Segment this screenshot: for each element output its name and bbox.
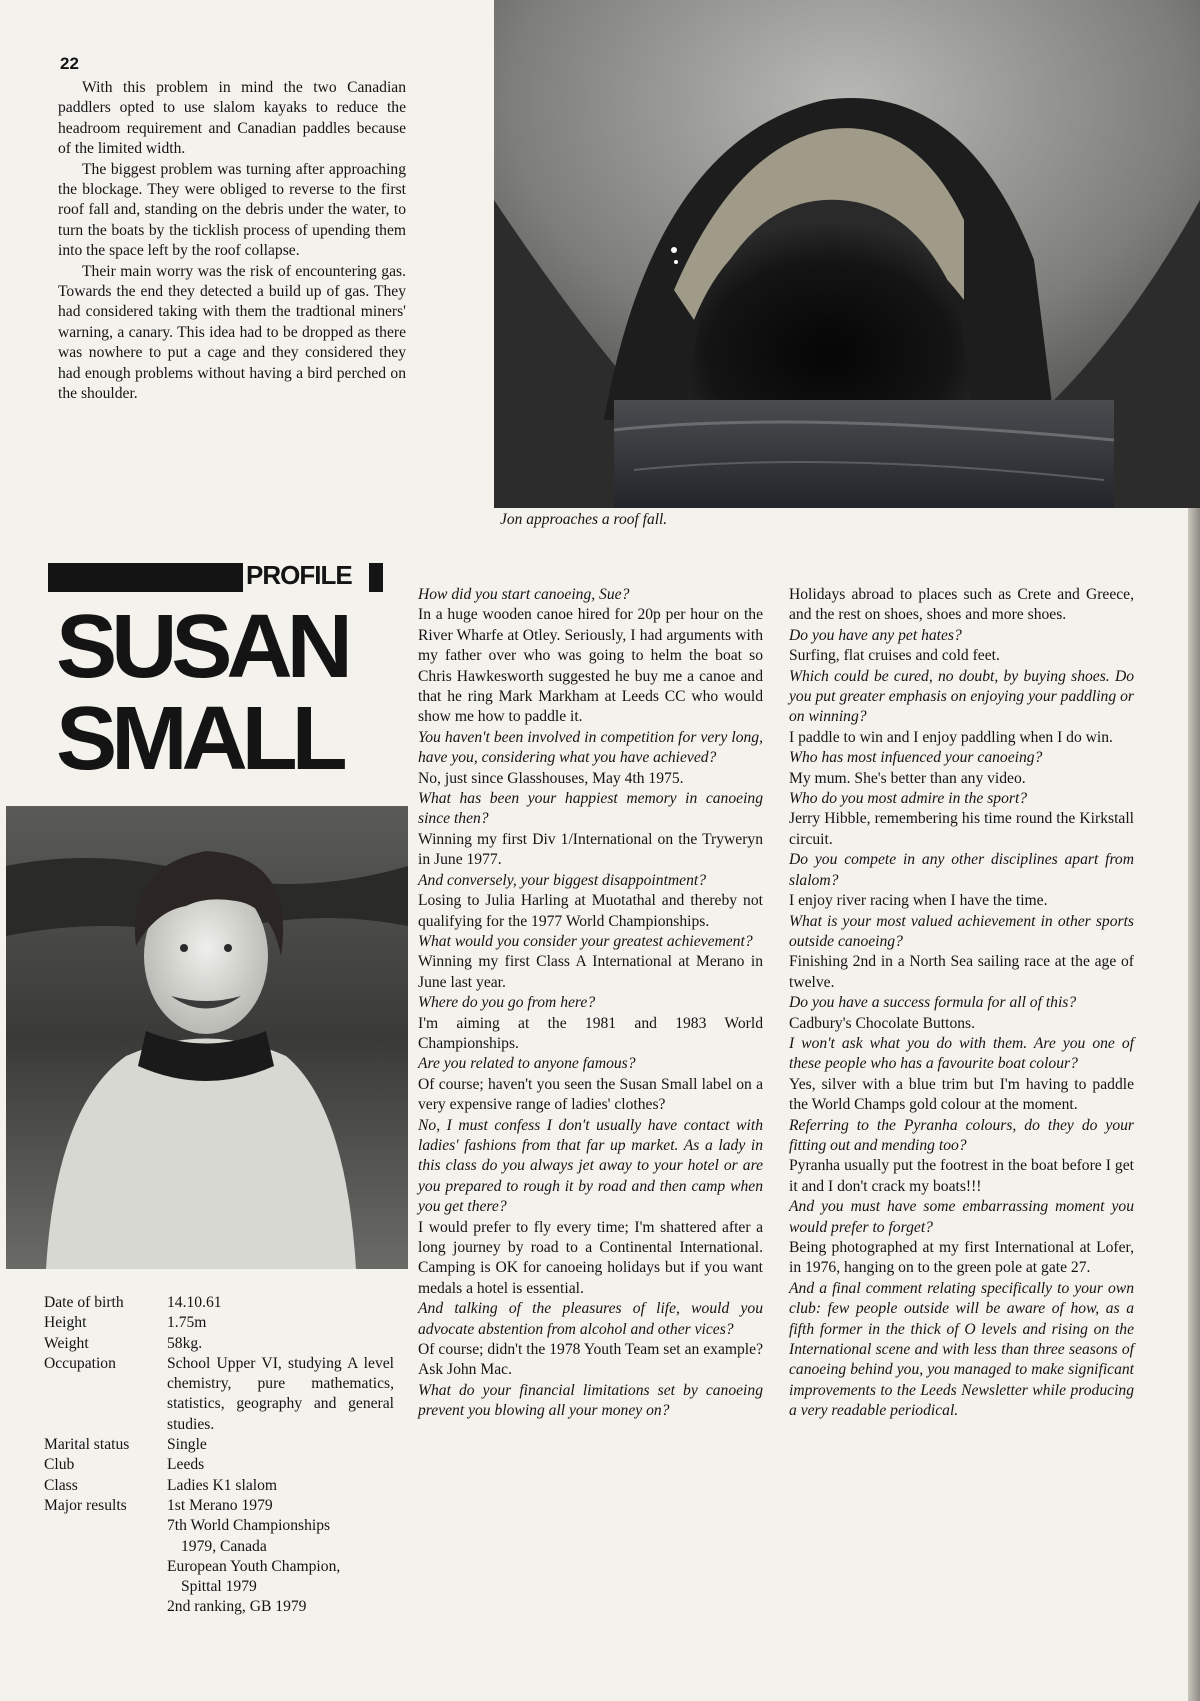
stat-value: 14.10.61 (167, 1294, 222, 1311)
interview-answer: No, just since Glasshouses, May 4th 1975. (418, 769, 684, 787)
result-line: 1st Merano 1979 (167, 1496, 273, 1514)
interview-question: How did you start canoeing, Sue? (418, 586, 630, 603)
interview-answer: Yes, silver with a blue trim but I'm having to paddle the World Champs gold colour at the moment. (789, 1075, 1134, 1114)
stat-row-results (44, 1496, 394, 1618)
interview-answer: I'm aiming at the 1981 and 1983 World Championships. (418, 1014, 763, 1052)
interview-question: What do your financial limitations set by canoeing prevent you blowing all your money on? (418, 1381, 763, 1420)
intro-paragraph: The biggest problem was turning after approaching the blockage. They were obliged to reverse to the first roof fall and, standing on the debris under the water, to turn the boats by the ticklish process of upending them into the space left by the roof collapse. (58, 160, 406, 260)
interview-question: What has been your happiest memory in canoeing since then? (418, 790, 763, 828)
interview-question: Who do you most admire in the sport? (789, 790, 1028, 808)
stat-value (167, 1496, 394, 1618)
headline-first-name: SUSAN (56, 597, 347, 697)
interview-answer: Winning my first Class A International at Merano in June last year. (418, 953, 763, 991)
interview-question: Where do you go from here? (418, 994, 596, 1012)
interview-question: Are you related to anyone famous? (418, 1055, 636, 1073)
profile-stats (44, 1293, 394, 1618)
stat-value: 1.75m (167, 1314, 207, 1332)
stat-key: Major results (44, 1496, 127, 1514)
interview-question: Do you compete in any other disciplines apart from slalom? (789, 851, 1134, 889)
interview-answer: My mum. She's better than any video. (789, 769, 1026, 787)
stat-row-class (44, 1476, 394, 1496)
result-line: 1979, Canada (181, 1537, 267, 1555)
result-line: European Youth Champion, (167, 1557, 341, 1575)
result-line: 7th World Championships (167, 1517, 331, 1535)
portrait-photo (6, 806, 408, 1269)
stat-row-dob (44, 1293, 394, 1313)
interview-question: Who has most infuenced your canoeing? (789, 749, 1043, 767)
stat-key: Class (44, 1476, 78, 1494)
interview-answer: I paddle to win and I enjoy paddling when I do win. (789, 728, 1113, 746)
stat-value: Ladies K1 slalom (167, 1476, 278, 1494)
interview-answer: Pyranha usually put the footrest in the boat before I get it and I don't crack my boats!!! (789, 1157, 1134, 1195)
profile-bar (48, 563, 243, 592)
stat-row-occupation (44, 1354, 394, 1435)
stat-key: Marital status (44, 1436, 130, 1454)
interview-question: Do you have any pet hates? (789, 626, 962, 644)
interview-answer: Finishing 2nd in a North Sea sailing race at the age of twelve. (789, 953, 1134, 991)
tunnel-photo (494, 0, 1200, 508)
stat-value: School Upper VI, studying A level chemistry, pure mathematics, statistics, geography and general studies. (167, 1354, 394, 1433)
interview-answer: I enjoy river racing when I have the time. (789, 892, 1048, 910)
interview-answer: Being photographed at my first International at Lofer, in 1976, hanging on to the green pole at gate 27. (789, 1239, 1134, 1277)
intro-paragraph: Their main worry was the risk of encountering gas. Towards the end they detected a build up of gas. They had considered taking with them the tradtional miners' warning, a canary. This idea had to be dropped as there was nowhere to put a cage and they considered they had enough problems without having a bird perched on the shoulder. (58, 262, 406, 403)
interview-question: And conversely, your biggest disappointment? (418, 871, 707, 889)
stat-row-club (44, 1455, 394, 1475)
result-line: Spittal 1979 (181, 1578, 257, 1596)
interview-column-2 (418, 585, 763, 1422)
interview-question: And talking of the pleasures of life, would you advocate abstention from alcohol and other vices? (418, 1300, 763, 1338)
interview-question: Do you have a success formula for all of this? (789, 994, 1077, 1012)
interview-question: And you must have some embarrassing moment you would prefer to forget? (789, 1198, 1134, 1236)
interview-answer: Jerry Hibble, remembering his time round the Kirkstall circuit. (789, 810, 1134, 848)
intro-paragraph: With this problem in mind the two Canadian paddlers opted to use slalom kayaks to reduce the headroom requirement and Canadian paddles because of the limited width. (58, 79, 406, 158)
interview-answer: Of course; haven't you seen the Susan Small label on a very expensive range of ladies' clothes? (418, 1075, 763, 1114)
stat-key: Height (44, 1314, 87, 1332)
interview-question: Referring to the Pyranha colours, do they do your fitting out and mending too? (789, 1116, 1134, 1154)
interview-question: No, I must confess I don't usually have contact with ladies' fashions from that far up market. As a lady in this class do you always jet away to your hotel or are you prepared to rough it by road and then camp when you get there? (418, 1116, 763, 1216)
stat-key: Weight (44, 1334, 89, 1352)
profile-end-bar (369, 563, 383, 592)
interview-answer: I would prefer to fly every time; I'm shattered after a long journey by road to a Continental International. Camping is OK for canoeing holidays but if you want medals a hotel is essential. (418, 1218, 763, 1297)
interview-question: What would you consider your greatest achievement? (418, 932, 753, 950)
stat-row-height (44, 1313, 394, 1333)
stat-value: 58kg. (167, 1334, 203, 1352)
interview-answer: Losing to Julia Harling at Muotathal and thereby not qualifying for the 1977 World Championships. (418, 892, 763, 930)
page-number: 22 (60, 54, 79, 73)
stat-value: Single (167, 1436, 207, 1454)
interview-question: I won't ask what you do with them. Are you one of these people who has a favourite boat colour? (789, 1034, 1134, 1073)
result-line: 2nd ranking, GB 1979 (167, 1598, 307, 1616)
stat-key: Date of birth (44, 1294, 124, 1311)
headline-last-name: SMALL (56, 689, 342, 789)
stat-value: Leeds (167, 1456, 205, 1474)
profile-label: PROFILE (246, 560, 352, 590)
stat-key: Occupation (44, 1354, 116, 1372)
tunnel-photo-caption: Jon approaches a roof fall. (500, 511, 668, 528)
intro-text (58, 78, 406, 405)
interview-question: And a final comment relating specifically to your own club: few people outside will be aware of how, as a fifth former in the thick of O levels and rising on the International scene and with less than three seasons of canoeing behind you, you managed to make significant improvements to the Leeds Newsletter while producing a very readable periodical. (789, 1279, 1134, 1420)
interview-answer: Surfing, flat cruises and cold feet. (789, 647, 1000, 665)
stat-row-weight (44, 1334, 394, 1354)
interview-answer: Holidays abroad to places such as Crete and Greece, and the rest on shoes, shoes and more shoes. (789, 586, 1134, 624)
interview-question: What is your most valued achievement in other sports outside canoeing? (789, 912, 1134, 950)
interview-answer: Winning my first Div 1/International on the Tryweryn in June 1977. (418, 830, 763, 869)
interview-question: You haven't been involved in competition for very long, have you, considering what you have achieved? (418, 728, 763, 767)
interview-column-3 (789, 585, 1134, 1422)
interview-answer: Of course; didn't the 1978 Youth Team set an example? Ask John Mac. (418, 1341, 763, 1379)
stat-key: Club (44, 1456, 75, 1474)
interview-question: Which could be cured, no doubt, by buying shoes. Do you put greater emphasis on enjoying your paddling or on winning? (789, 667, 1134, 726)
interview-answer: In a huge wooden canoe hired for 20p per hour on the River Wharfe at Otley. Seriously, I had arguments with my father over who was going to helm the boat so Chris Hawkesworth suggested he buy me a canoe and that he ring Mark Markham at Leeds CC who would show me how to paddle it. (418, 606, 763, 726)
interview-answer: Cadbury's Chocolate Buttons. (789, 1014, 976, 1032)
stat-row-marital (44, 1435, 394, 1455)
